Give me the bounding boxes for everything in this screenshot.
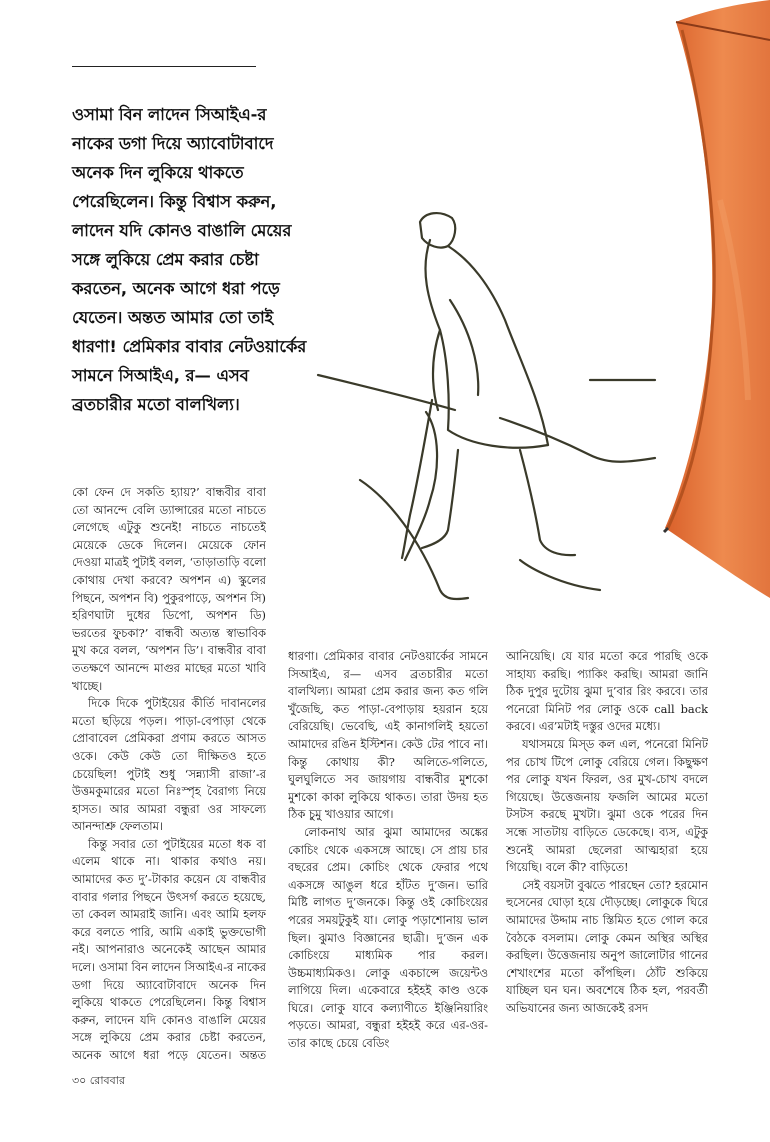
- paragraph: আনিয়েছি। যে যার মতো করে পারছি ওকে সাহায্য করছি। প্যাকিং করছি। আমরা জানি ঠিক দুপুর দুটোয় ঝুমা দু’বার রিং করবে। তার পনেরো মিনিট পর লোকু ওকে call back করবে। এর’মটাই দস্তুর ওদের মধ্যে।: [506, 649, 708, 734]
- paragraph: কিন্তু সবার তো পুটাইয়ের মতো ধক বা এলেম থাকে না। থাকার কথাও নয়। আমাদের কত দু’-টাকার কয়েন যে বান্ধবীর বাবার গলার পিছনে উৎসর্গ করতে হয়েছে, তা কেবল আমরাই জানি। এবং আমি হলফ করে বলতে পারি, আমি একাই ভুক্তভোগী নই। আপনারাও অনেকেই আছেন আমার দলে। ওসামা বিন লাদেন সিআইএ-র নাকের ডগা দিয়ে অ্যাবোটাবাদে অনেক দিন লুকিয়ে থাকতে পেরেছিলেন। কিন্তু বিশ্বাস করুন, লাদেন যদি কোনও বাঙালি মেয়ের সঙ্গে লুকিয়ে প্রেম করার চেষ্টা করতেন, অনেক আগে ধরা পড়ে যেতেন। অন্তত: [72, 836, 266, 1062]
- paragraph: সেই বয়সটা বুঝতে পারছেন তো? হরমোন হুসেনের ঘোড়া হয়ে দৌড়চ্ছে। লোকুকে ঘিরে আমাদের উদ্দাম নাচ স্তিমিত হতে গোল করে বৈঠকে বসলাম। লোকু কেমন অস্থির অস্থির করছিল। উত্তেজনায় অনুপ জালোটার গানের শেখাংশের মতো কাঁপছিল। ঠোঁট শুকিয়ে যাচ্ছিল ঘন ঘন। অবশেষে ঠিক হল, পরবর্তী অভিযানের জন্য আজকেই রসদ: [506, 877, 708, 1015]
- article-column-3: [506, 648, 708, 1064]
- paragraph: যথাসময়ে মিস্‌ড কল এল, পনেরো মিনিট পর চোখ টিপে লোকু বেরিয়ে গেল। কিছুক্ষণ পর লোকু যখন ফিরল, ওর মুখ-চোখ বদলে গিয়েছে। উত্তেজনায় ফজলি আমের মতো টসটস করছে মুখটা। ঝুমা ওকে পরের দিন সন্ধে সাতটায় বাড়িতে ডেকেছে। ব্যস, এটুকু শুনেই আমরা ছেলেরা আত্মহারা হয়ে গিয়েছি। বলে কী? বাড়িতে!: [506, 736, 708, 875]
- page-folio: ৩০ রোববার: [72, 1074, 125, 1087]
- old-man-drawing: [318, 213, 655, 599]
- umbrella-drawing: [664, 0, 770, 598]
- article-column-1: [72, 484, 266, 1064]
- paragraph: ধারণা। প্রেমিকার বাবার নেটওয়ার্কের সামনে সিআইএ, র— এসব ব্রতচারীর মতো বালখিল্য। আমরা প্রেম করার জন্য কত গলি খুঁজেছি, কত পাড়া-বেপাড়ায় হয়রান হয়ে বেরিয়েছি। ভেবেছি, এই কানাগলিই হয়তো আমাদের রঙিন ইস্টিশন। কেউ টের পাবে না। কিন্তু কোথায় কী? অলিতে-গলিতে, ঘুলঘুলিতে সব জায়গায় বান্ধবীর মুশকো মুশকো কাকা লুকিয়ে থাকত। তারা উদয় হত ঠিক চুমু খাওয়ার আগে।: [288, 649, 488, 822]
- pull-quote: ওসামা বিন লাদেন সিআইএ-র নাকের ডগা দিয়ে অ্যাবোটাবাদে অনেক দিন লুকিয়ে থাকতে পেরেছিলেন। কিন্তু বিশ্বাস করুন, লাদেন যদি কোনও বাঙালি মেয়ের সঙ্গে লুকিয়ে প্রেম করার চেষ্টা করতেন, অনেক আগে ধরা পড়ে যেতেন। অন্তত আমার তো তাই ধারণা! প্রেমিকার বাবার নেটওয়ার্কের সামনে সিআইএ, র— এসব ব্রতচারীর মতো বালখিল্য।: [72, 105, 307, 414]
- paragraph: কো ফেন দে সকতি হ্যায়?’ বান্ধবীর বাবা তো আনন্দে বেলি ড্যান্সারের মতো নাচতে লেগেছে এটুকু শুনেই! নাচতে নাচতেই মেয়েকে ডেকে দিলেন। মেয়েকে ফোন দেওয়া মাত্রই পুটাই বলল, ‘তাড়াতাড়ি বলো কোথায় দেখা করবে? অপশন এ) স্কুলের পিছনে, অপশন বি) পুকুরপাড়ে, অপশন সি) হরিণঘাটা দুধের ডিপো, অপশন ডি) ভরতের ফুচকা?’ বান্ধবী অত্যন্ত স্বাভাবিক মুখ করে বলল, ‘অপশন ডি’। বান্ধবীর বাবা ততক্ষণে আনন্দে মাগুর মাছের মতো খাবি খাচ্ছে।: [72, 485, 266, 693]
- paragraph: লোকনাথ আর ঝুমা আমাদের অঙ্কের কোচিং থেকে একসঙ্গে আছে। সে প্রায় চার বছরের প্রেম। কোচিং থেকে ফেরার পথে একসঙ্গে আঙুল ধরে হাঁটত দু’জন। ভারি মিষ্টি লাগত দু’জনকে। কিন্তু ওই কোচিংয়ের পরের সময়টুকুই যা। লোকু পড়াশোনায় ভাল ছিল। ঝুমাও বিজ্ঞানের ছাত্রী। দু’জন এক কোচিংয়ে মাধ্যমিক পার করল। উচ্চমাধ্যমিকও। লোকু একচান্সে জয়েন্টও লাগিয়ে দিল। একেবারে হইহই কাণ্ড ওকে ঘিরে। লোকু যাবে কল্যাণীতে ইঞ্জিনিয়ারিং পড়তে। আমরা, বন্ধুরা হইহই করে এর-ওর-তার কাছে চেয়ে বেডিং: [288, 824, 488, 1051]
- article-column-2: [288, 648, 488, 1064]
- paragraph: দিকে দিকে পুটাইয়ের কীর্তি দাবানলের মতো ছড়িয়ে পড়ল। পাড়া-বেপাড়া থেকে প্রোবাবেল প্রেমিকরা প্রণাম করতে আসত ওকে। কেউ কেউ তো দীক্ষিতও হতে চেয়েছিল! পুটাই শুধু ‘সন্ন্যাসী রাজা’-র উত্তমকুমারের মতো নিঃস্পৃহ বৈরাগ্য নিয়ে হাসত। আর আমরা বন্ধুরা ওর সাফল্যে আনন্দাশ্রু ফেলতাম।: [72, 696, 266, 834]
